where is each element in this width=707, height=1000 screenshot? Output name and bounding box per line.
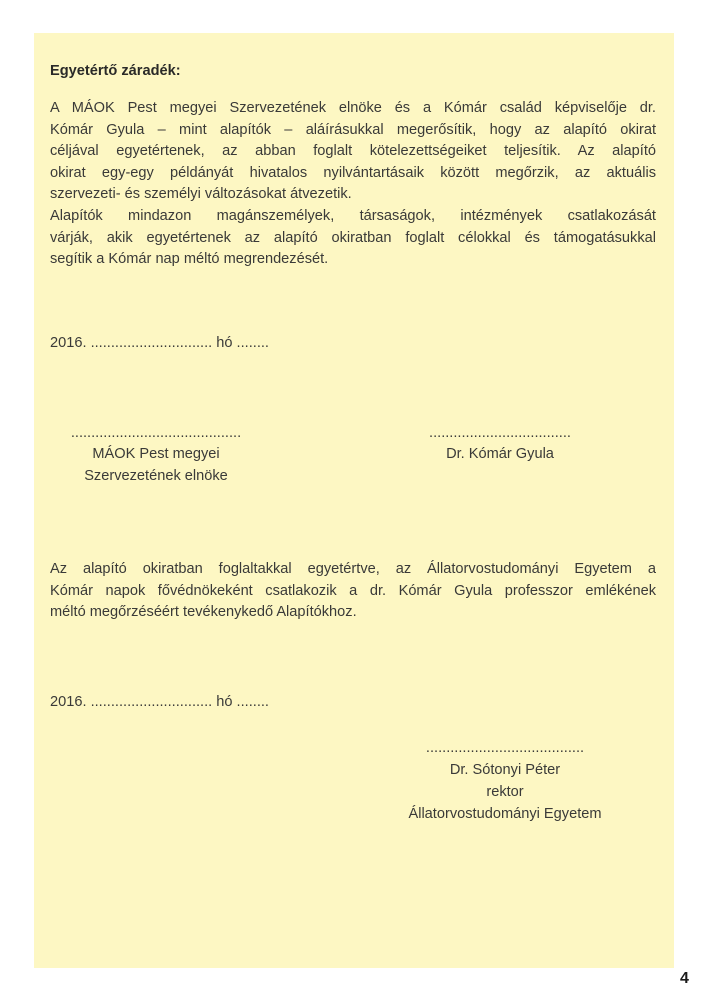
founders-paragraph <box>50 98 656 271</box>
signature-line-left: .......................................... <box>70 425 242 441</box>
paragraph-line: Alapítók mindazon magánszemélyek, társaságok, intézmények csatlakozását <box>50 207 656 224</box>
university-paragraph <box>50 559 656 624</box>
signature-line-right: ................................... <box>429 425 571 441</box>
paragraph-line: Kómár napok fővédnökeként csatlakozik a dr. Kómár Gyula professzor emlékének <box>50 582 656 599</box>
signatory-organization: MÁOK Pest megyei <box>92 446 220 462</box>
signatory-organization-role: Szervezetének elnöke <box>84 468 228 484</box>
paragraph-line: Kómár Gyula – mint alapítók – aláírásukkal megerősítik, hogy az alapító okirat <box>50 121 656 138</box>
date-line-second: 2016. .............................. hó ........ <box>50 694 269 710</box>
paragraph-line: céljával egyetértenek, az abban foglalt kötelezettségeiket teljesítik. Az alapító <box>50 143 656 160</box>
paragraph-line: várják, akik egyetértenek az alapító okiratban foglalt célokkal és támogatásukkal <box>50 229 656 246</box>
rector-institution: Állatorvostudományi Egyetem <box>408 806 602 822</box>
page-number: 4 <box>680 970 689 987</box>
paragraph-line: méltó megőrzéséért tevékenykedő Alapítókhoz. <box>50 604 357 621</box>
paragraph-line: szervezeti- és személyi változásokat átvezetik. <box>50 186 352 203</box>
paragraph-line: okirat egy-egy példányát hivatalos nyilvántartásaik között megőrzik, az aktuális <box>50 164 656 181</box>
rector-name: Dr. Sótonyi Péter <box>449 762 561 778</box>
section-heading: Egyetértő záradék: <box>50 63 181 79</box>
rector-title: rektor <box>486 784 524 800</box>
signatory-name: Dr. Kómár Gyula <box>446 446 554 462</box>
signature-line-rector: ....................................... <box>425 740 585 756</box>
paragraph-line: segítik a Kómár nap méltó megrendezését. <box>50 251 329 268</box>
paragraph-line: Az alapító okiratban foglaltakkal egyetértve, az Állatorvostudományi Egyetem a <box>50 561 656 577</box>
date-line-first: 2016. .............................. hó ........ <box>50 335 269 351</box>
paragraph-line: A MÁOK Pest megyei Szervezetének elnöke és a Kómár család képviselője dr. <box>50 100 656 116</box>
